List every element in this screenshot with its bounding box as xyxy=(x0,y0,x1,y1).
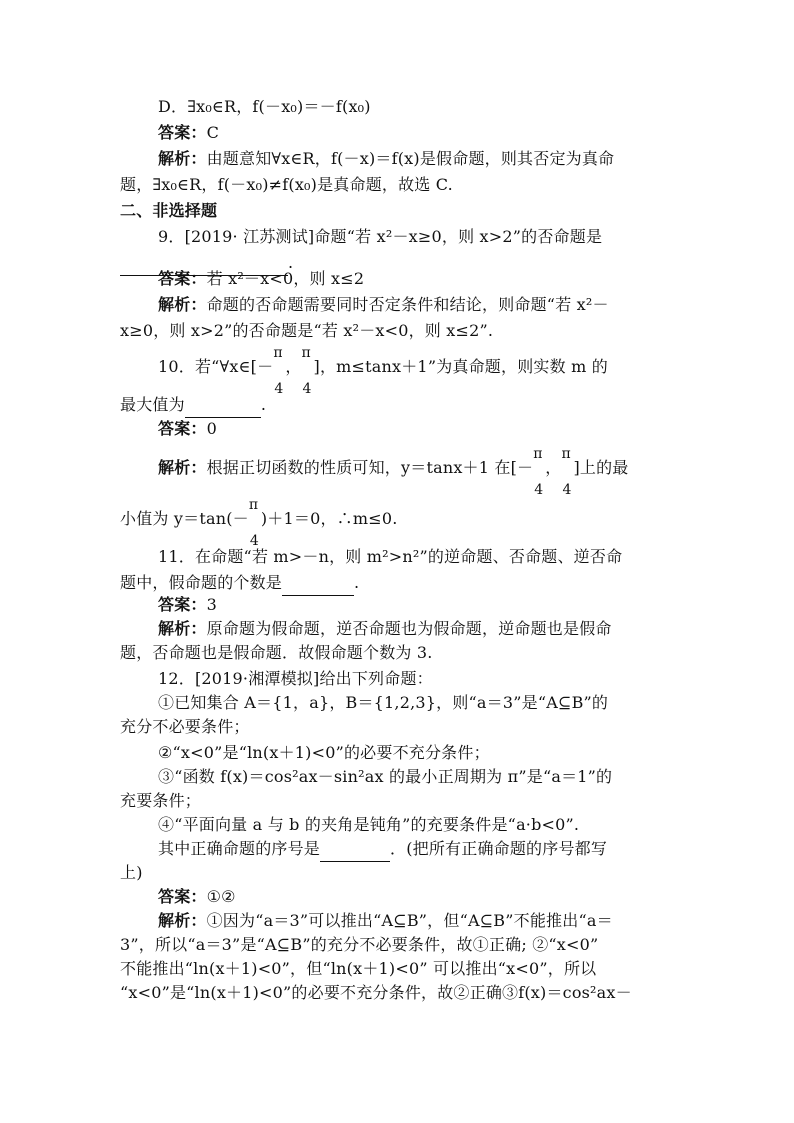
denominator: 4 xyxy=(302,381,312,397)
numerator: π xyxy=(248,497,259,513)
analysis-text: 由题意知∀x∈R，f(－x)＝f(x)是假命题，则其否定为真命 xyxy=(206,149,615,168)
analysis-label: 解析： xyxy=(158,619,207,638)
comma: ， xyxy=(285,357,302,376)
question-text: 上) xyxy=(120,863,143,882)
fraction-pi-over-4 xyxy=(533,446,545,498)
question-text: 最大值为 xyxy=(120,395,185,414)
answer-11 xyxy=(158,592,718,618)
analysis-text: 命题的否命题需要同时否定条件和结论，则命题“若 x²－ xyxy=(206,295,609,314)
period: . xyxy=(354,573,360,592)
analysis-text: ]上的最 xyxy=(573,458,629,477)
question-10-line2 xyxy=(120,392,680,418)
analysis-12-line3 xyxy=(120,956,680,982)
question-text: 题中，假命题的个数是 xyxy=(120,573,283,592)
answer-9 xyxy=(158,266,718,292)
numerator: π xyxy=(533,446,543,462)
analysis-12-line2 xyxy=(120,932,680,958)
answer-12 xyxy=(158,884,718,910)
period: . xyxy=(288,253,294,272)
proposition-1-line1 xyxy=(158,690,718,716)
proposition-3-line1 xyxy=(158,764,718,790)
fraction-pi-over-4 xyxy=(561,446,573,498)
analysis-text: 不能推出“ln(x＋1)<0”，但“ln(x＋1)<0” 可以推出“x<0”，所以 xyxy=(120,959,597,978)
analysis-12-line1 xyxy=(158,908,718,934)
question-9 xyxy=(158,224,718,250)
answer-label: 答案： xyxy=(158,887,207,906)
question-12-ask-line1 xyxy=(158,836,718,862)
question-text: ．(把所有正确命题的序号都写 xyxy=(390,839,608,858)
proposition-1-line2 xyxy=(120,714,680,740)
analysis-text: 3”，所以“a＝3”是“A⊆B”的充分不必要条件，故①正确; ②“x<0” xyxy=(120,935,599,954)
proposition-4 xyxy=(158,812,718,838)
question-12-title xyxy=(158,666,718,692)
proposition-text: ③“函数 f(x)＝cos²ax－sin²ax 的最小正周期为 π”是“a＝1”的 xyxy=(158,767,613,786)
analysis-label: 解析： xyxy=(158,911,207,930)
answer-value: C xyxy=(206,123,220,142)
answer-label: 答案： xyxy=(158,269,207,288)
answer-value: 3 xyxy=(206,595,217,614)
question-text: ]，m≤tanx＋1”为真命题，则实数 m 的 xyxy=(313,357,608,376)
proposition-text: 充要条件； xyxy=(120,791,202,810)
answer-8 xyxy=(158,120,718,146)
analysis-label: 解析： xyxy=(158,458,207,477)
comma: ， xyxy=(545,458,562,477)
answer-label: 答案： xyxy=(158,595,207,614)
analysis-8-line2 xyxy=(120,172,680,198)
analysis-8-line1 xyxy=(158,146,718,172)
analysis-text: ①因为“a＝3”可以推出“A⊆B”，但“A⊆B”不能推出“a＝ xyxy=(206,911,613,930)
numerator: π xyxy=(301,345,311,361)
analysis-text: 小值为 y＝tan(－ xyxy=(120,509,249,528)
analysis-text: 原命题为假命题，逆否命题也为假命题，逆命题也是假命 xyxy=(206,619,612,638)
option-d-text: D．∃x₀∈R，f(－x₀)＝－f(x₀) xyxy=(158,97,371,116)
option-d xyxy=(158,94,718,120)
answer-10 xyxy=(158,416,718,442)
question-text: 12．[2019·湘潭模拟]给出下列命题： xyxy=(158,669,433,688)
answer-value: 0 xyxy=(206,419,217,438)
analysis-text: 题，∃x₀∈R，f(－x₀)≠f(x₀)是真命题，故选 C. xyxy=(120,175,453,194)
analysis-10-line1 xyxy=(158,446,718,498)
analysis-10-line2 xyxy=(120,497,680,549)
proposition-2 xyxy=(158,740,718,766)
answer-value: ①② xyxy=(206,887,236,906)
fraction-pi-over-4 xyxy=(301,345,314,397)
analysis-label: 解析： xyxy=(158,149,207,168)
proposition-3-line2 xyxy=(120,788,680,814)
fraction-pi-over-4 xyxy=(273,345,285,397)
analysis-12-line4 xyxy=(120,980,680,1006)
question-11-line1 xyxy=(158,544,718,570)
analysis-11-line2 xyxy=(120,640,680,666)
analysis-text: x≥0，则 x>2”的否命题是“若 x²－x<0，则 x≤2”. xyxy=(120,321,494,340)
question-text: 其中正确命题的序号是 xyxy=(158,839,321,858)
proposition-text: ④“平面向量 a 与 b 的夹角是钝角”的充要条件是“a·b<0”. xyxy=(158,815,580,834)
analysis-11-line1 xyxy=(158,616,718,642)
proposition-text: ①已知集合 A＝{1，a}，B＝{1,2,3}，则“a＝3”是“A⊆B”的 xyxy=(158,693,609,712)
analysis-9-line2 xyxy=(120,318,680,344)
answer-label: 答案： xyxy=(158,123,207,142)
denominator: 4 xyxy=(274,381,284,397)
question-text: 10．若“∀x∈[－ xyxy=(158,357,274,376)
numerator: π xyxy=(561,446,571,462)
analysis-text: )＋1＝0，∴m≤0. xyxy=(260,509,398,528)
question-10-line1 xyxy=(158,345,718,397)
analysis-text: 根据正切函数的性质可知，y＝tanx＋1 在[－ xyxy=(206,458,534,477)
analysis-text: “x<0”是“ln(x＋1)<0”的必要不充分条件，故②正确③f(x)＝cos²ax－ xyxy=(120,983,632,1002)
section-title: 二、非选择题 xyxy=(120,201,218,220)
question-12-ask-line2 xyxy=(120,860,680,886)
section-heading xyxy=(120,198,680,224)
answer-value: 若 x²－x<0，则 x≤2 xyxy=(206,269,365,288)
period: . xyxy=(260,395,267,414)
analysis-9-line1 xyxy=(158,292,718,318)
fraction-pi-over-4 xyxy=(248,497,261,549)
question-text: 11．在命题“若 m>－n，则 m²>n²”的逆命题、否命题、逆否命 xyxy=(158,547,623,566)
analysis-text: 题，否命题也是假命题．故假命题个数为 3. xyxy=(120,643,433,662)
denominator: 4 xyxy=(249,533,259,549)
denominator: 4 xyxy=(562,482,572,498)
proposition-text: 充分不必要条件； xyxy=(120,717,250,736)
question-text: 9．[2019· 江苏测试]命题“若 x²－x≥0，则 x>2”的否命题是 xyxy=(158,227,603,246)
answer-label: 答案： xyxy=(158,419,207,438)
denominator: 4 xyxy=(534,482,544,498)
proposition-text: ②“x<0”是“ln(x＋1)<0”的必要不充分条件； xyxy=(158,743,490,762)
analysis-label: 解析： xyxy=(158,295,207,314)
numerator: π xyxy=(273,345,283,361)
